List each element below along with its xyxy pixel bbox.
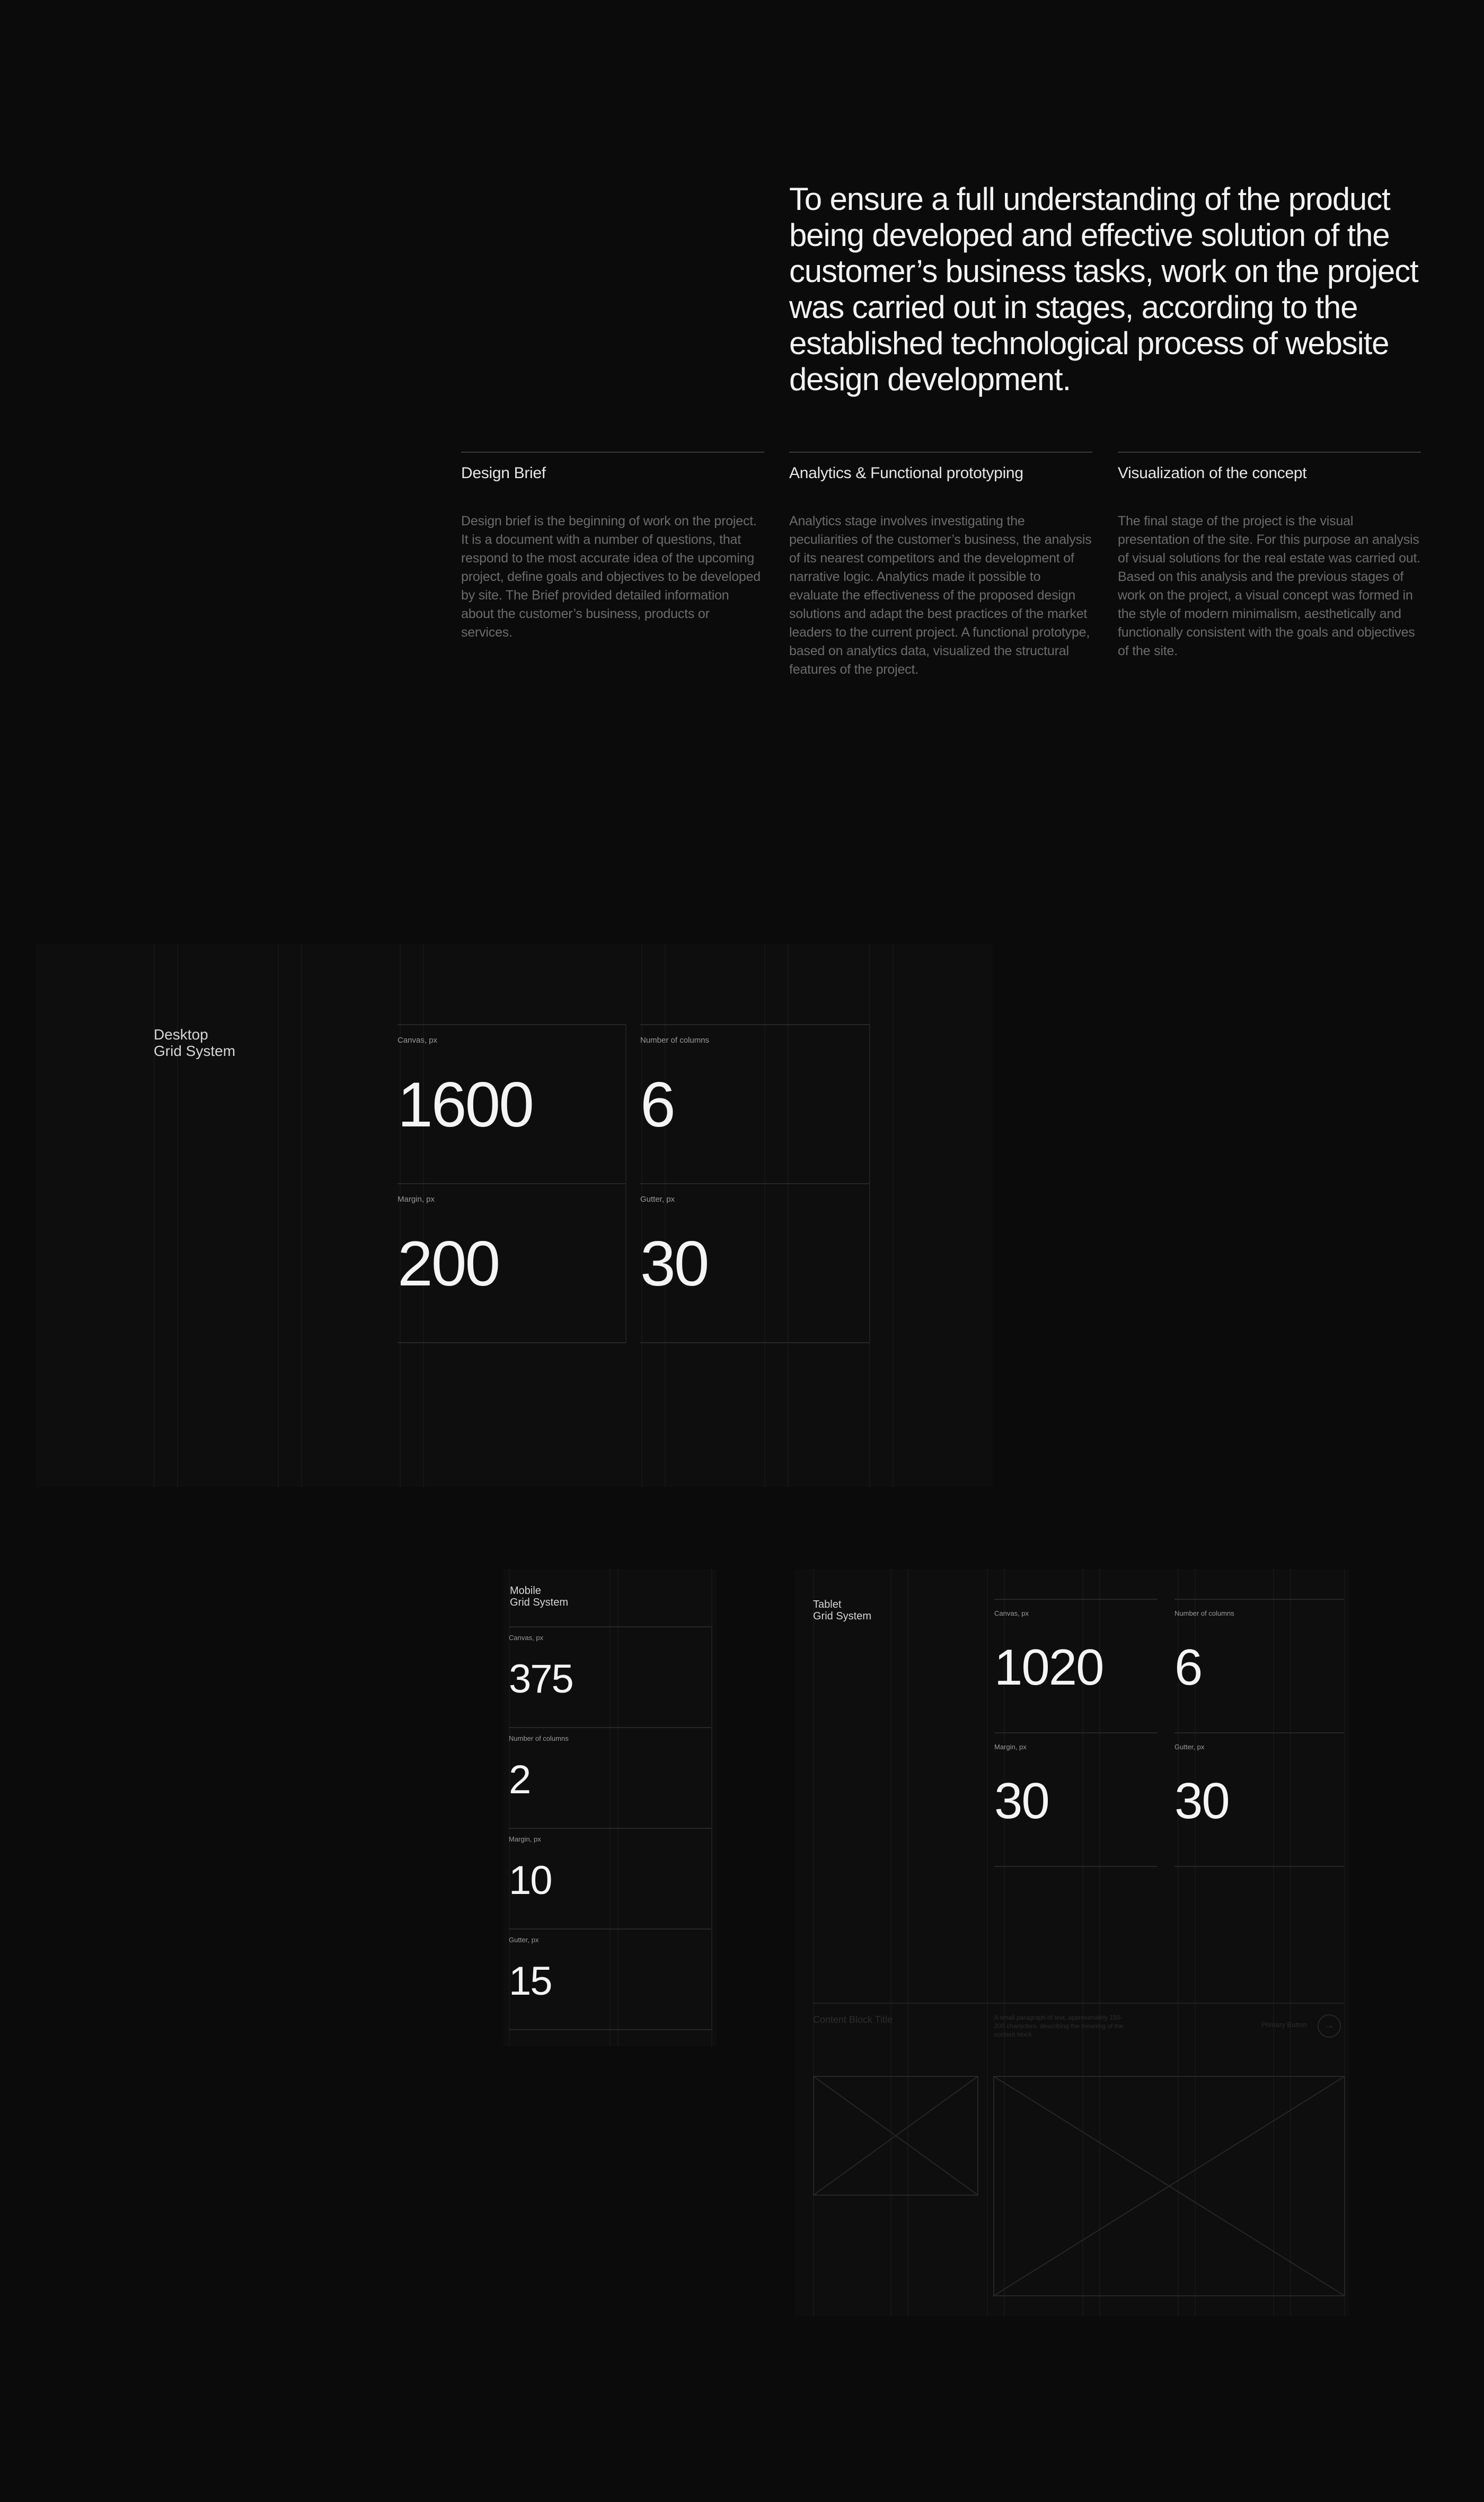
desktop-panel-title — [154, 1026, 235, 1059]
wireframe-divider — [813, 2003, 1344, 2004]
stage-title: Design Brief — [461, 464, 546, 482]
arrow-right-icon[interactable]: → — [1318, 2014, 1341, 2038]
panel-title-line: Grid System — [154, 1043, 236, 1059]
panel-title-line: Grid System — [813, 1610, 872, 1622]
wireframe-block-title: Content Block Title — [813, 2014, 893, 2025]
desktop-canvas-stat — [398, 1024, 625, 1183]
stat-value: 200 — [398, 1228, 499, 1299]
stat-bottom-rule — [1174, 1866, 1344, 1867]
stat-value: 1600 — [398, 1069, 533, 1140]
tablet-panel-title — [813, 1599, 871, 1622]
stat-value: 1020 — [994, 1639, 1103, 1696]
stat-bottom-rule — [640, 1342, 869, 1343]
stat-label: Margin, px — [509, 1835, 541, 1843]
panel-title-line: Mobile — [510, 1585, 541, 1597]
stat-label: Number of columns — [640, 1036, 710, 1045]
stat-label: Number of columns — [1174, 1609, 1234, 1617]
desktop-grid-panel — [36, 944, 993, 1487]
stat-label: Margin, px — [398, 1195, 435, 1204]
tablet-grid-panel — [795, 1569, 1349, 2316]
mobile-panel-title — [510, 1585, 568, 1608]
stage-divider — [1118, 452, 1421, 453]
mobile-gutter-stat — [509, 1928, 712, 2030]
stat-value: 30 — [640, 1228, 708, 1299]
tablet-margin-stat — [994, 1732, 1158, 1867]
stat-value: 15 — [509, 1959, 552, 2004]
stat-label: Gutter, px — [1174, 1743, 1205, 1751]
stat-label: Canvas, px — [398, 1036, 438, 1045]
stat-value: 30 — [1174, 1773, 1229, 1829]
desktop-gutter-stat — [640, 1183, 869, 1342]
stat-value: 6 — [640, 1069, 674, 1140]
stage-visualization — [1118, 452, 1421, 660]
stat-column-rule — [625, 1024, 626, 1343]
desktop-margin-stat — [398, 1183, 625, 1342]
stage-description: Analytics stage involves investigating the peculiarities of the customer’s business, the analysis of its nearest competitors and the development of narrative logic. Analytics made it possible to evaluate the effectiveness of the proposed design solutions and adapt the best practices of the market leaders to the current project. A functional prototype, based on analytics data, visualized the structural features of the project. — [789, 514, 1092, 677]
wireframe-primary-button[interactable]: Primary Button — [1261, 2021, 1307, 2029]
stage-divider — [789, 452, 1092, 453]
mobile-canvas-stat — [509, 1626, 712, 1728]
stat-bottom-rule — [994, 1866, 1158, 1867]
panel-title-line: Grid System — [510, 1597, 569, 1608]
stat-value: 375 — [509, 1657, 573, 1702]
tablet-canvas-stat — [994, 1599, 1158, 1733]
panel-title-line: Desktop — [154, 1026, 208, 1043]
stat-column-rule — [711, 1626, 712, 2030]
stage-analytics — [789, 452, 1092, 679]
stat-value: 6 — [1174, 1639, 1202, 1696]
stat-label: Gutter, px — [640, 1195, 675, 1204]
stage-title: Visualization of the concept — [1118, 464, 1307, 482]
wireframe-image-placeholder — [813, 2076, 978, 2196]
stat-bottom-rule — [509, 2029, 712, 2030]
stage-description: Design brief is the beginning of work on the project. It is a document with a number of questions, that respond to the most accurate idea of the upcoming project, define goals and objectives to be developed by site. The Brief provided detailed information about the customer’s business, products or services. — [461, 514, 761, 640]
mobile-columns-stat — [509, 1727, 712, 1829]
tablet-columns-stat — [1174, 1599, 1344, 1733]
stat-column-rule — [869, 1024, 870, 1343]
desktop-columns-stat — [640, 1024, 869, 1183]
stage-description: The final stage of the project is the visual presentation of the site. For this purpose an analysis of visual solutions for the real estate was carried out. Based on this analysis and the previous stages of work on the project, a visual concept was formed in the style of modern minimalism, aesthetically and functionally consistent with the goals and objectives of the site. — [1118, 514, 1421, 658]
stat-label: Canvas, px — [994, 1609, 1029, 1617]
stage-title: Analytics & Functional prototyping — [789, 464, 1023, 482]
intro-statement: To ensure a full understanding of the product being developed and effective solution of the customer’s business tasks, work on the project was carried out in stages, according to the established technological process of website design development. — [789, 181, 1418, 397]
stat-label: Number of columns — [509, 1734, 569, 1742]
stat-value: 2 — [509, 1757, 531, 1802]
stat-label: Canvas, px — [509, 1634, 544, 1642]
stat-label: Margin, px — [994, 1743, 1027, 1751]
stat-label: Gutter, px — [509, 1936, 539, 1944]
stage-design-brief — [461, 452, 764, 642]
stat-value: 30 — [994, 1773, 1049, 1829]
stat-bottom-rule — [398, 1342, 625, 1343]
stat-value: 10 — [509, 1858, 552, 1903]
panel-title-line: Tablet — [813, 1599, 842, 1610]
wireframe-large-image-placeholder — [993, 2076, 1345, 2296]
tablet-gutter-stat — [1174, 1732, 1344, 1867]
mobile-grid-panel — [504, 1569, 717, 2046]
mobile-margin-stat — [509, 1828, 712, 1930]
wireframe-paragraph: A small paragraph of text, approximately 150-200 characters, describing the meaning of the content block — [994, 2014, 1124, 2038]
stage-divider — [461, 452, 764, 453]
